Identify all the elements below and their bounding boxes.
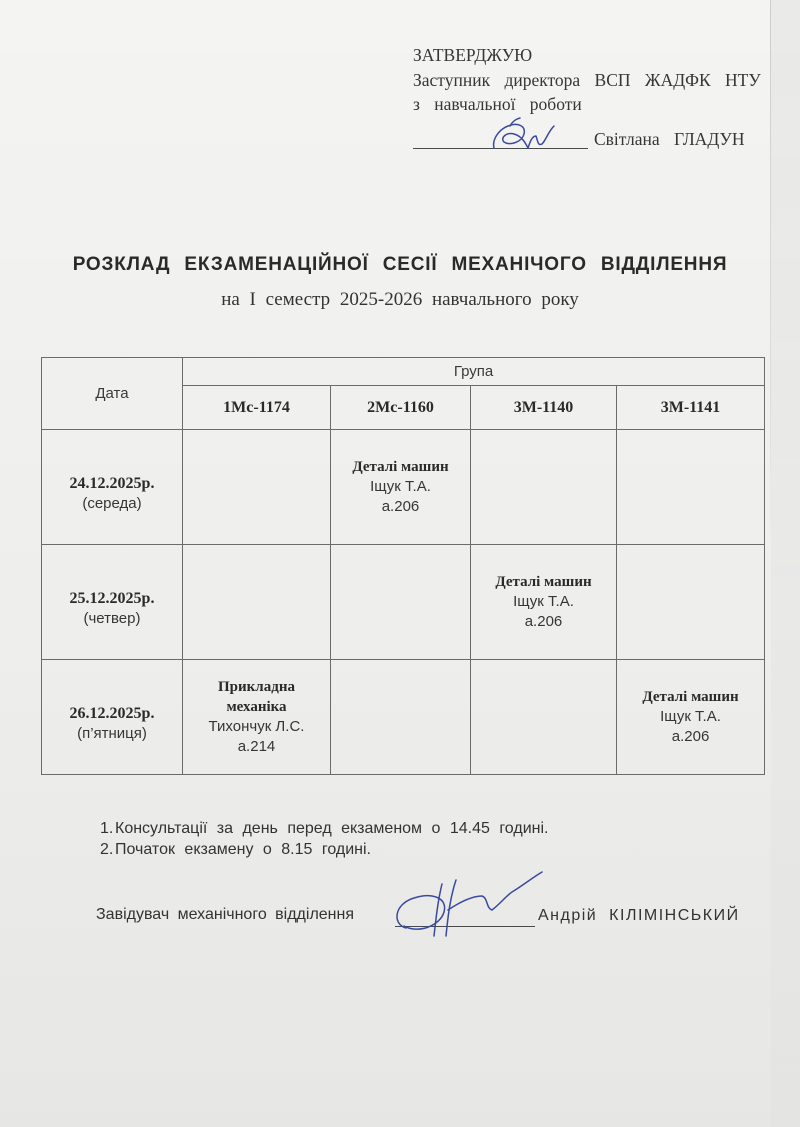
exam-cell-empty bbox=[471, 660, 617, 775]
note-item bbox=[100, 839, 700, 860]
approval-signer-name: Світлана ГЛАДУН bbox=[594, 129, 745, 149]
exam-subject: Деталі машин bbox=[495, 573, 592, 590]
exam-teacher: Тихончук Л.С. bbox=[208, 718, 305, 735]
exam-room: а.206 bbox=[671, 727, 710, 745]
exam-date: 25.12.2025р. bbox=[69, 590, 155, 607]
head-of-department-signature-graphic bbox=[388, 866, 548, 946]
exam-cell bbox=[471, 545, 617, 660]
exam-subject: Прикладна механіка bbox=[218, 679, 295, 715]
group-code: 2Мс-1160 bbox=[331, 386, 471, 430]
notes-list bbox=[100, 818, 700, 860]
exam-subject: Деталі машин bbox=[642, 688, 739, 705]
note-number: 1. bbox=[100, 820, 114, 837]
exam-cell-empty bbox=[471, 430, 617, 545]
exam-teacher: Іщук Т.А. bbox=[370, 478, 431, 496]
exam-date: 24.12.2025р. bbox=[69, 475, 155, 492]
exam-room: а.214 bbox=[237, 737, 276, 755]
document-subtitle: на І семестр 2025-2026 навчального року bbox=[221, 289, 579, 310]
note-number: 2. bbox=[100, 841, 114, 858]
exam-cell bbox=[617, 660, 765, 775]
table-row bbox=[42, 545, 765, 660]
exam-cell bbox=[183, 660, 331, 775]
head-of-department-name: Андрій КІЛІМІНСЬКИЙ bbox=[538, 907, 740, 924]
approval-position-line1: Заступник директора ВСП ЖАДФК НТУ bbox=[413, 69, 761, 90]
approval-block bbox=[413, 43, 773, 155]
note-text: Консультації за день перед екзаменом о 14.45 годині. bbox=[115, 820, 549, 837]
date-cell bbox=[42, 660, 183, 775]
exam-weekday: (п’ятниця) bbox=[77, 725, 147, 742]
table-row bbox=[42, 430, 765, 545]
exam-teacher: Іщук Т.А. bbox=[660, 708, 721, 726]
table-header-row bbox=[42, 358, 765, 386]
group-column-header: Група bbox=[183, 358, 765, 386]
date-cell bbox=[42, 545, 183, 660]
group-code: 1Мс-1174 bbox=[183, 386, 331, 430]
group-code: 3М-1140 bbox=[471, 386, 617, 430]
exam-cell-empty bbox=[331, 660, 471, 775]
document-title: РОЗКЛАД ЕКЗАМЕНАЦІЙНОЇ СЕСІЇ МЕХАНІЧОГО ВІДДІЛЕННЯ bbox=[72, 254, 728, 275]
exam-cell-empty bbox=[183, 430, 331, 545]
exam-cell bbox=[331, 430, 471, 545]
exam-weekday: (четвер) bbox=[83, 610, 141, 627]
table-header bbox=[42, 358, 765, 430]
exam-cell-empty bbox=[617, 545, 765, 660]
paper-edge bbox=[771, 0, 800, 1127]
approval-position-line2: з навчальної роботи bbox=[413, 94, 582, 114]
exam-teacher: Іщук Т.А. bbox=[513, 593, 574, 611]
table-row bbox=[42, 660, 765, 775]
exam-cell-empty bbox=[617, 430, 765, 545]
approval-heading: ЗАТВЕРДЖУЮ bbox=[413, 45, 533, 65]
date-cell bbox=[42, 430, 183, 545]
exam-room: а.206 bbox=[381, 497, 420, 515]
date-column-header: Дата bbox=[42, 358, 183, 430]
exam-subject: Деталі машин bbox=[352, 458, 449, 475]
head-of-department-position: Завідувач механічного відділення bbox=[96, 906, 355, 923]
exam-room: а.206 bbox=[524, 612, 563, 630]
exam-schedule-table bbox=[41, 357, 765, 775]
exam-cell-empty bbox=[183, 545, 331, 660]
note-text: Початок екзамену о 8.15 годині. bbox=[115, 841, 371, 858]
group-code: 3М-1141 bbox=[617, 386, 765, 430]
exam-weekday: (середа) bbox=[82, 495, 142, 512]
approval-signature-graphic bbox=[488, 114, 558, 154]
exam-date: 26.12.2025р. bbox=[69, 705, 155, 722]
table-body bbox=[42, 430, 765, 775]
exam-cell-empty bbox=[331, 545, 471, 660]
note-item bbox=[100, 818, 700, 839]
